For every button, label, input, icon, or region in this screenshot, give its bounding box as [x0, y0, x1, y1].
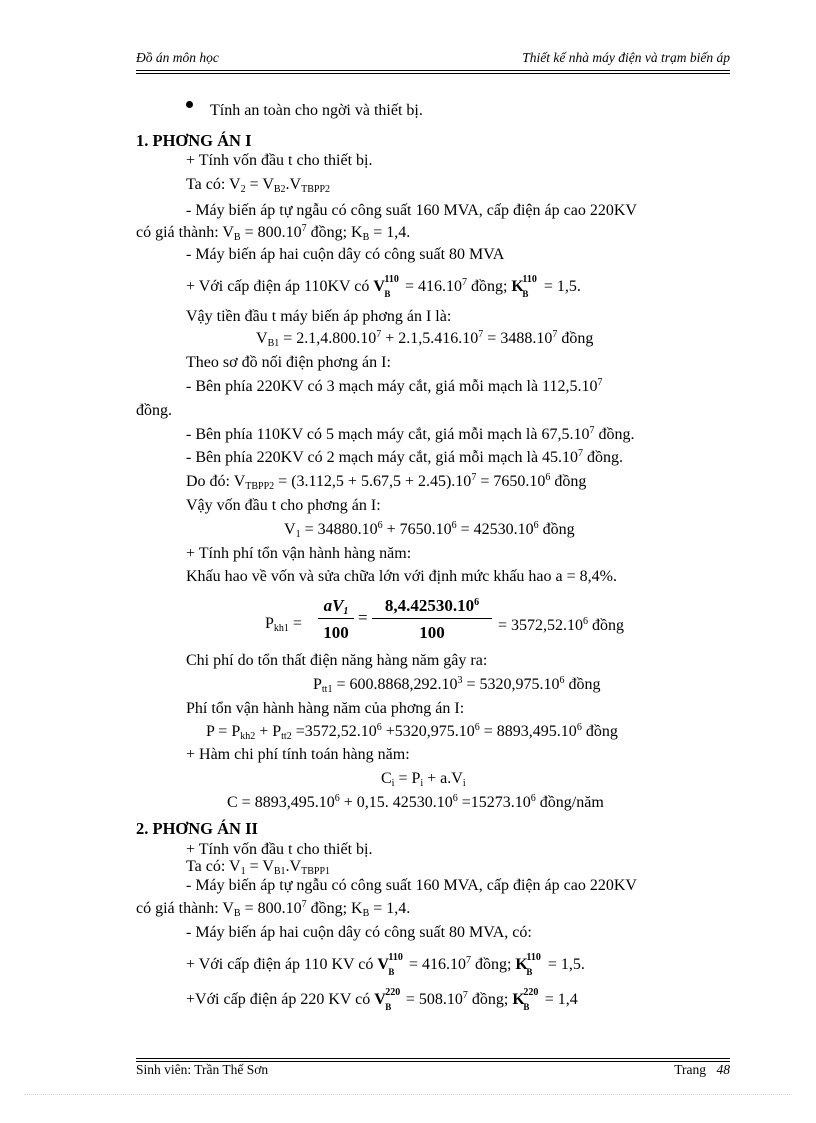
fraction-2-bar [372, 618, 492, 619]
text-line: có giá thành: $V_B = 800.10^7$ đồng; $K_B = 1,4$. [136, 899, 411, 919]
footer-page-number: 48 [716, 1062, 730, 1077]
text-line: + Tính phí tổn vận hành hàng năm: [186, 545, 412, 562]
text-line: + Hàm chi phí tính toán hàng năm: [186, 746, 410, 763]
text-line: Chi phí do tổn thất điện năng hàng năm gây ra: [186, 652, 488, 669]
text-line: - Máy biến áp tự ngẫu có công suất 160 MVA, cấp điện áp cao 220KV [186, 877, 637, 894]
fraction-1-denominator: 100 [323, 623, 349, 642]
symbol-kb-110: K 110 B [515, 952, 541, 977]
header-right: Thiết kế nhà máy điện và trạm biến áp [522, 50, 730, 65]
formula-line: $P_{tt1} = 600.8868,292.10^3 = 5320,975.10^6$ đồng [313, 675, 601, 695]
formula-line: $V_{B1} = 2.1,4.800.10^7 + 2.1,5.416.10^7 = 3488.10^7$ đồng [256, 329, 594, 349]
fraction-2-numerator: 8,4.42530.10$^6$ [384, 596, 480, 615]
heading-option-1: 1. PHƠNG ÁN I [136, 131, 252, 150]
equals-sign: = [358, 608, 368, 627]
header-rule [136, 70, 730, 74]
heading-option-2: 2. PHƠNG ÁN II [136, 819, 258, 838]
text-line: Vậy vốn đầu t cho phơng án I: [186, 497, 381, 514]
formula-pkh1-label: $P_{kh1}$ = [265, 615, 302, 634]
bullet-text: Tính an toàn cho ngời và thiết bị. [210, 102, 423, 119]
formula-line: $C_i = P_i + a.V_i$ [381, 770, 466, 789]
symbol-vb-110: V 110 B [377, 952, 403, 977]
text-line: Ta có: $V_1 = V_{B1}.V_{TBPP1}$ [186, 858, 331, 877]
page-edge-dotted-line [24, 1094, 792, 1095]
text-line: + Tính vốn đầu t cho thiết bị. [186, 152, 373, 169]
bullet-dot-icon [186, 101, 193, 108]
text-line: - Bên phía 220KV có 3 mạch máy cắt, giá mỗi mạch là 112,5.10$^7$ [186, 377, 603, 395]
symbol-kb-220: K 220 B [512, 987, 539, 1012]
text-line: Vậy tiền đầu t máy biến áp phơng án I là: [186, 308, 452, 325]
text-line: Ta có: $V_2 = V_{B2}.V_{TBPP2}$ [186, 176, 331, 195]
header-left: Đồ án môn học [136, 50, 219, 65]
symbol-kb-110: K 110 B [511, 274, 537, 299]
text-line: - Máy biến áp tự ngẫu có công suất 160 MVA, cấp điện áp cao 220KV [186, 202, 637, 219]
symbol-vb-220: V 220 B [374, 987, 401, 1012]
footer-page-label: Trang [674, 1062, 706, 1077]
formula-line: $P = P_{kh2} + P_{tt2} =3572,52.10^6 +5320,975.10^6 = 8893,495.10^6$ đồng [206, 722, 618, 742]
footer-student: Sinh viên: Trần Thế Sơn [136, 1062, 269, 1077]
text-line: Theo sơ đồ nối điện phơng án I: [186, 354, 391, 371]
formula-line: $V_1 = 34880.10^6 + 7650.10^6 = 42530.10^6$ đồng [284, 520, 575, 540]
formula-line: Do đó: $V_{TBPP2} = (3.112,5 + 5.67,5 + 2.45).10^7 = 7650.10^6$ đồng [186, 472, 587, 492]
text-line: - Máy biến áp hai cuộn dây có công suất 80 MVA [186, 246, 505, 263]
fraction-1-bar [318, 618, 354, 619]
formula-line: $C = 8893,495.10^6 + 0,15$. $42530.10^6 =15273.10^6$ đồng/năm [227, 793, 604, 811]
text-line: Khấu hao về vốn và sửa chữa lớn với định mức khấu hao a = 8,4%. [186, 568, 617, 585]
text-line: - Máy biến áp hai cuộn dây có công suất 80 MVA, có: [186, 924, 532, 941]
formula-pkh1-result: = $3572,52.10^6$ đồng [498, 616, 625, 634]
text-line: + Với cấp điện áp 110KV có V 110 B = $416.10^7$ đồng; K 110 B = 1,5. [186, 274, 581, 299]
text-line: + Với cấp điện áp 110 KV có V 110 B = $416.10^7$ đồng; K 110 B = 1,5. [186, 952, 585, 977]
text-line: có giá thành: $V_B = 800.10^7$ đồng; $K_B = 1,4$. [136, 223, 411, 243]
text-line: - Bên phía 220KV có 2 mạch máy cắt, giá mỗi mạch là 45.10$^7$ đồng. [186, 448, 624, 466]
text-line: +Với cấp điện áp 220 KV có V 220 B = $508.10^7$ đồng; K 220 B = 1,4 [186, 987, 578, 1012]
fraction-1-numerator: $aV_1$ [323, 596, 349, 617]
symbol-vb-110: V 110 B [373, 274, 399, 299]
text-line: + Tính vốn đầu t cho thiết bị. [186, 841, 373, 858]
text-line: đồng. [136, 402, 172, 419]
fraction-2-denominator: 100 [419, 623, 445, 642]
text-line: - Bên phía 110KV có 5 mạch máy cắt, giá mỗi mạch là 67,5.10$^7$ đồng. [186, 425, 635, 443]
text-line: Phí tổn vận hành hàng năm của phơng án I: [186, 700, 465, 717]
